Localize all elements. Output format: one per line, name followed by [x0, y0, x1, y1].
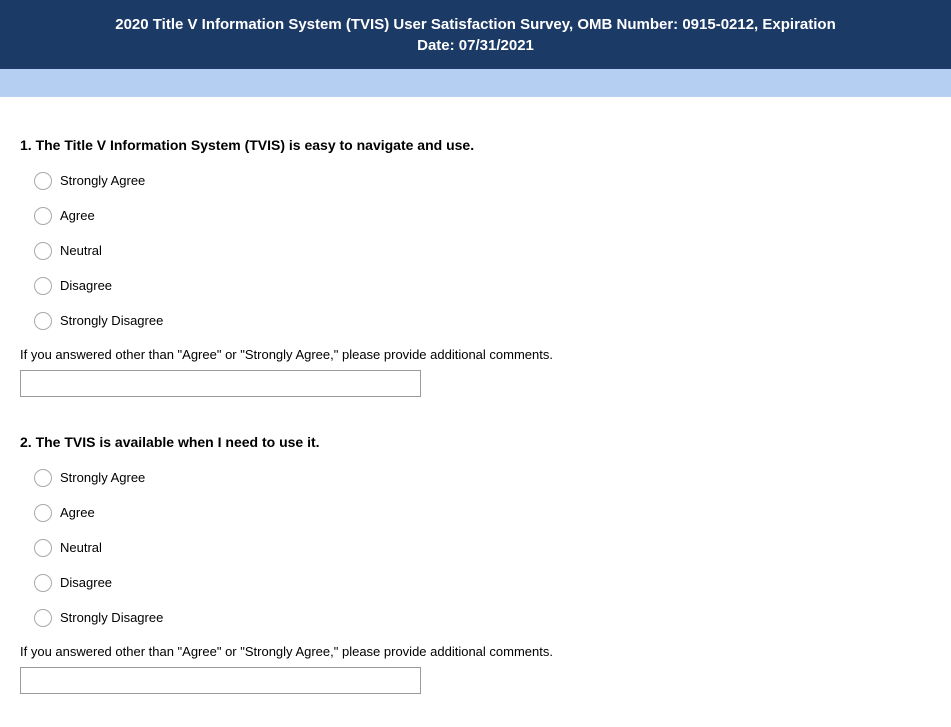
- question-1-comment-input[interactable]: [20, 370, 421, 397]
- question-2-comment-prompt: If you answered other than "Agree" or "Strongly Agree," please provide additional comments.: [20, 644, 553, 659]
- option-neutral[interactable]: [34, 242, 951, 260]
- radio-button-icon[interactable]: [34, 312, 52, 330]
- radio-button-icon[interactable]: [34, 277, 52, 295]
- survey-title-line2: Date: 07/31/2021: [417, 36, 534, 54]
- accent-bar: [0, 69, 951, 97]
- option-agree[interactable]: [34, 207, 951, 225]
- radio-button-icon[interactable]: [34, 207, 52, 225]
- question-2: [20, 434, 951, 694]
- option-strongly-agree[interactable]: [34, 469, 951, 487]
- option-label: Neutral: [60, 243, 102, 258]
- radio-button-icon[interactable]: [34, 539, 52, 557]
- survey-title-line1: 2020 Title V Information System (TVIS) User Satisfaction Survey, OMB Number: 0915-0212, Expiration: [115, 15, 836, 33]
- option-label: Disagree: [60, 278, 113, 293]
- option-strongly-agree[interactable]: [34, 172, 951, 190]
- radio-button-icon[interactable]: [34, 469, 52, 487]
- option-strongly-disagree[interactable]: [34, 312, 951, 330]
- radio-button-icon[interactable]: [34, 172, 52, 190]
- survey-body: [0, 97, 951, 694]
- option-label: Strongly Agree: [60, 173, 146, 188]
- radio-button-icon[interactable]: [34, 504, 52, 522]
- option-label: Neutral: [60, 540, 102, 555]
- question-2-comment-input[interactable]: [20, 667, 421, 694]
- option-label: Disagree: [60, 575, 113, 590]
- question-1-label: 1. The Title V Information System (TVIS) is easy to navigate and use.: [20, 137, 475, 153]
- question-1-options: [34, 172, 951, 330]
- radio-button-icon[interactable]: [34, 609, 52, 627]
- option-neutral[interactable]: [34, 539, 951, 557]
- question-1-comment-prompt: If you answered other than "Agree" or "Strongly Agree," please provide additional comments.: [20, 347, 553, 362]
- question-2-label: 2. The TVIS is available when I need to use it.: [20, 434, 320, 450]
- option-label: Agree: [60, 208, 95, 223]
- option-disagree[interactable]: [34, 277, 951, 295]
- option-label: Strongly Disagree: [60, 610, 164, 625]
- option-disagree[interactable]: [34, 574, 951, 592]
- survey-header: [0, 0, 951, 69]
- option-strongly-disagree[interactable]: [34, 609, 951, 627]
- question-2-options: [34, 469, 951, 627]
- option-label: Strongly Disagree: [60, 313, 164, 328]
- radio-button-icon[interactable]: [34, 242, 52, 260]
- option-agree[interactable]: [34, 504, 951, 522]
- option-label: Strongly Agree: [60, 470, 146, 485]
- option-label: Agree: [60, 505, 95, 520]
- question-1: [20, 137, 951, 397]
- radio-button-icon[interactable]: [34, 574, 52, 592]
